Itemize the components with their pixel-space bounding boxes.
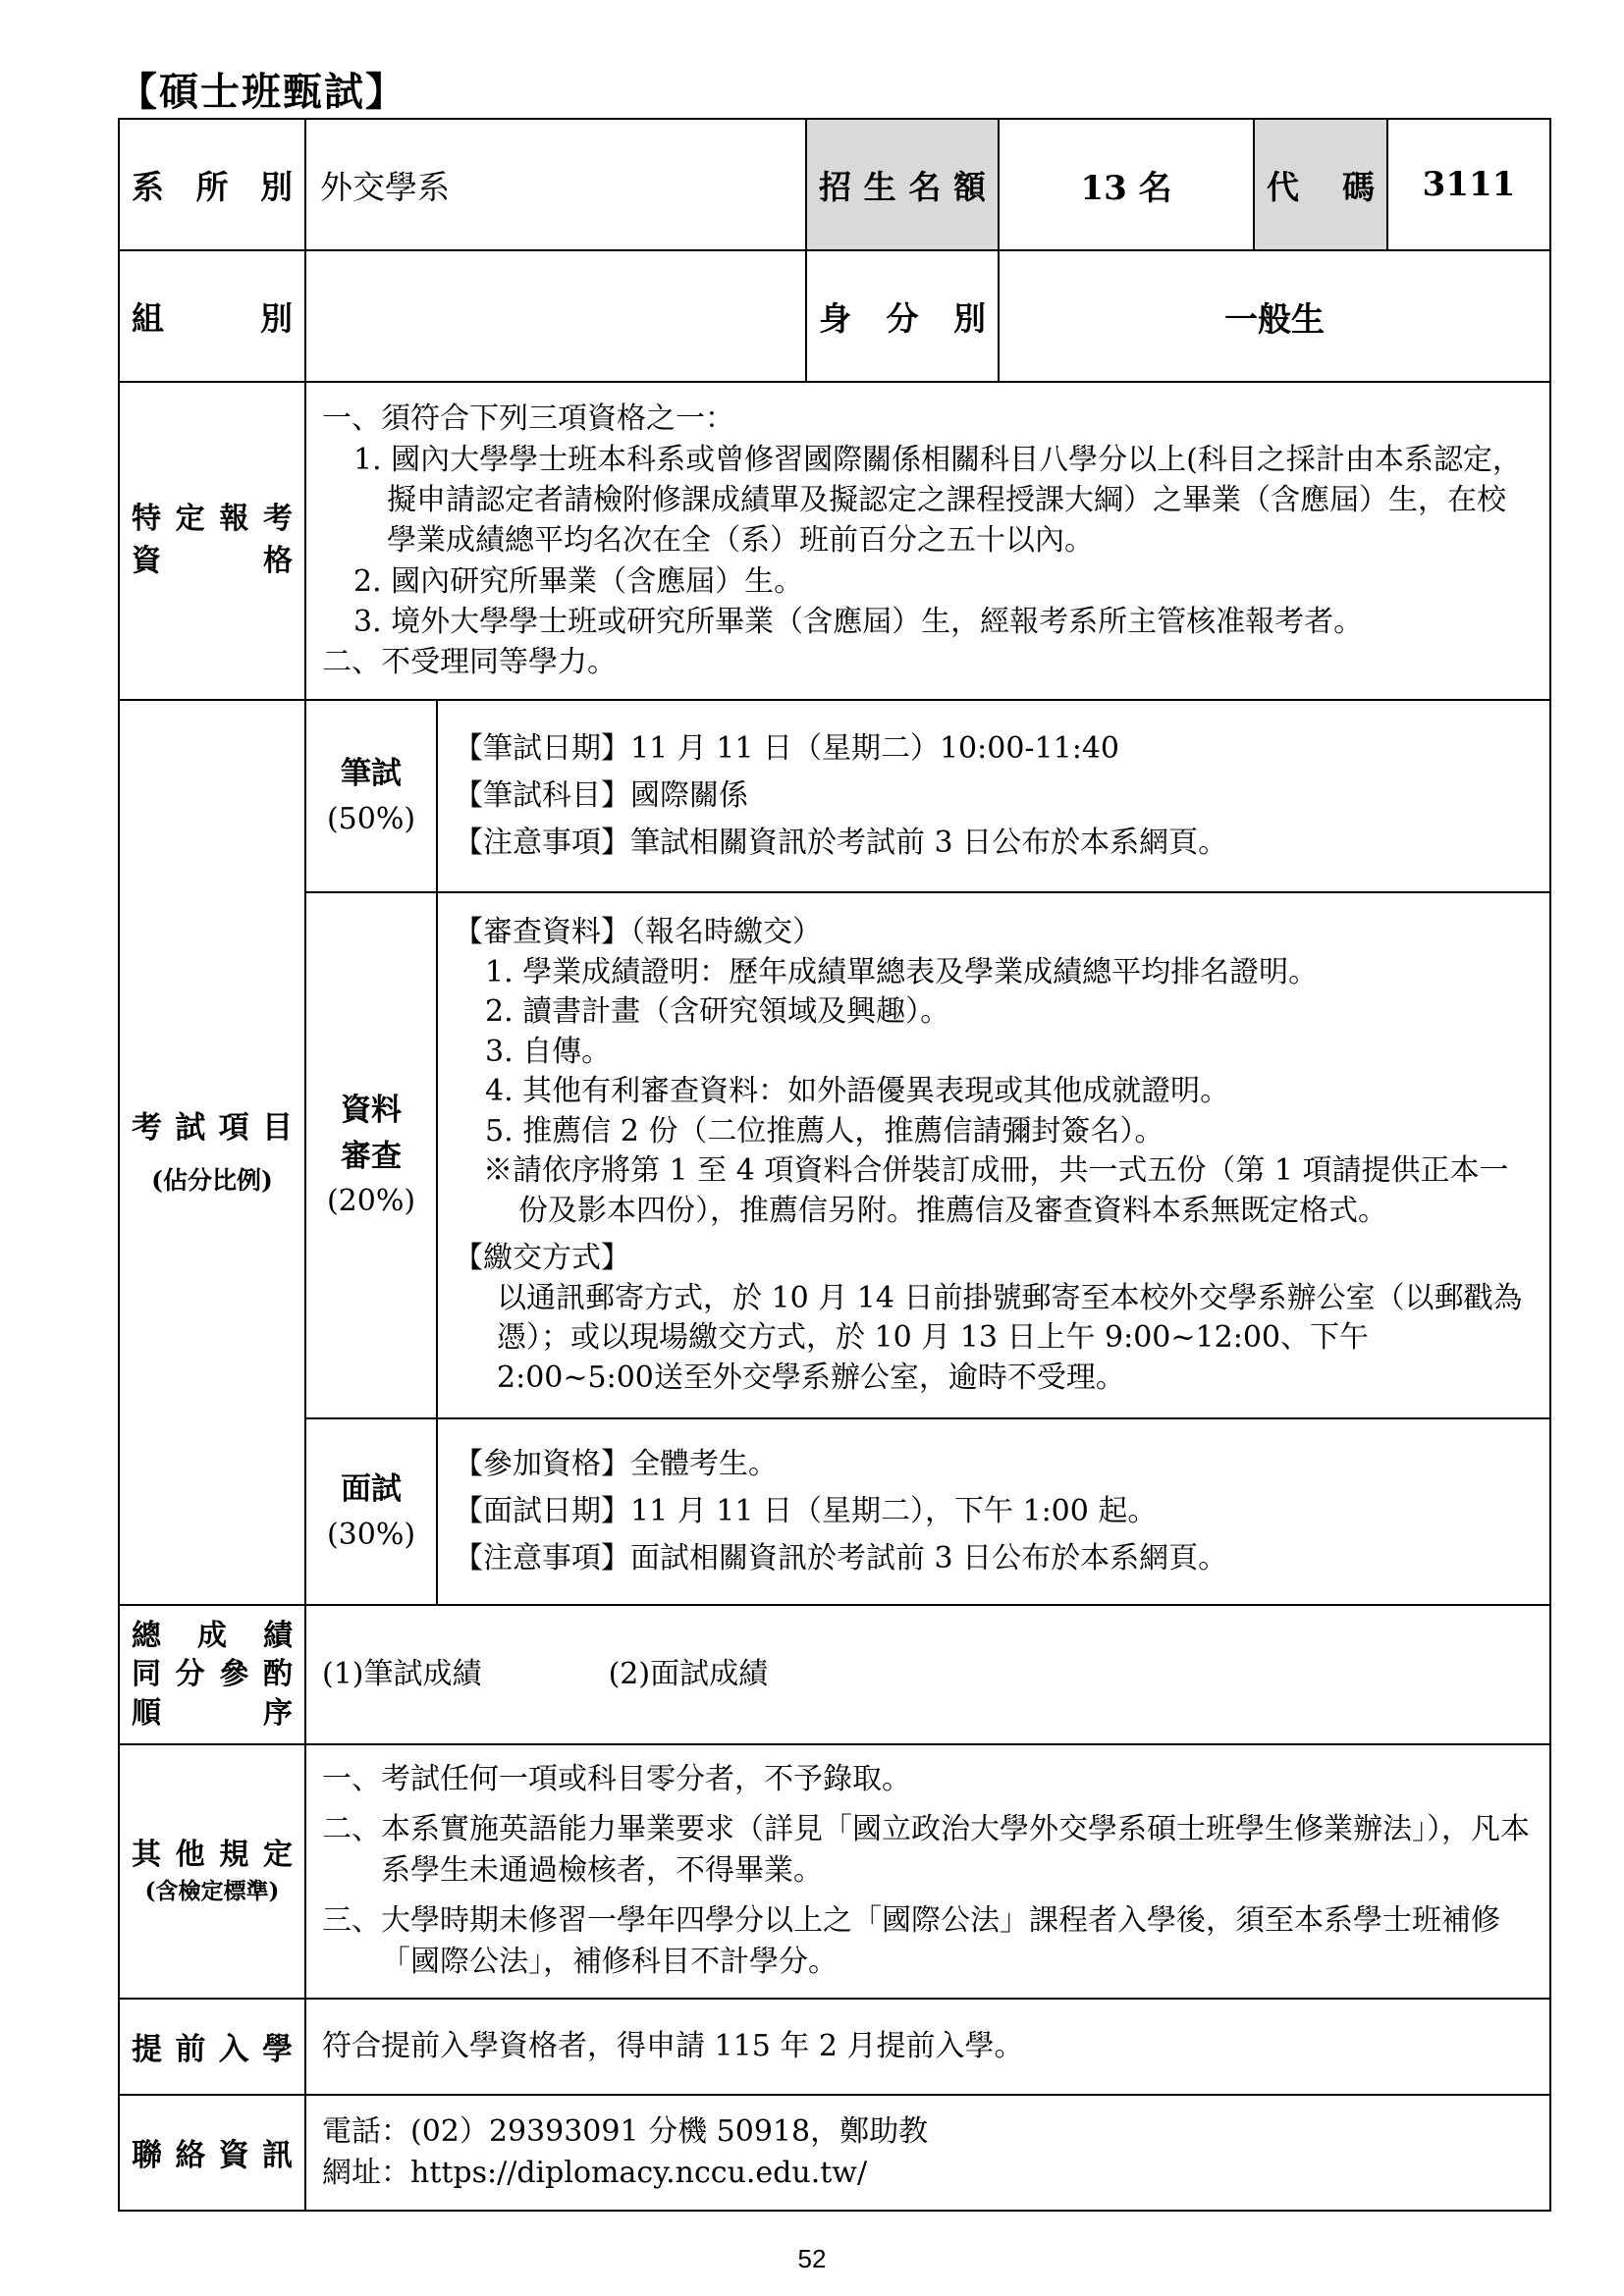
review-item-1: 1. 學業成績證明：歷年成績單總表及學業成績總平均排名證明。	[485, 954, 1319, 989]
early-label: 提前入學	[132, 2032, 293, 2068]
review-content	[437, 892, 1550, 1418]
other-label-line1: 其他規定	[132, 1837, 293, 1872]
review-item-2: 2. 讀書計畫（含研究領域及興趣）。	[485, 994, 950, 1029]
dept-label-cell	[119, 119, 305, 250]
contact-row	[119, 2095, 1550, 2211]
exam-label-line2: (佔分比例)	[151, 1166, 273, 1196]
quota-value: 13 名	[999, 119, 1254, 250]
qualification-content	[305, 382, 1550, 700]
tiebreak-label-line3: 順 序	[132, 1695, 293, 1731]
code-label: 代 碼	[1267, 167, 1375, 206]
review-name-line2: 審查	[341, 1138, 402, 1174]
quota-label: 招生名額	[819, 167, 986, 206]
other-rules-row	[119, 1744, 1550, 1999]
qualification-note: 二、不受理同等學力。	[322, 645, 617, 680]
written-note: 【注意事項】筆試相關資訊於考試前 3 日公布於本系網頁。	[454, 826, 1228, 860]
submit-header: 【繳交方式】	[454, 1241, 630, 1275]
interview-date: 【面試日期】11 月 11 日（星期二），下午 1:00 起。	[454, 1494, 1158, 1528]
contact-website: 網址：https://diplomacy.nccu.edu.tw/	[322, 2155, 868, 2190]
admission-table	[118, 118, 1551, 2212]
written-name-cell	[305, 700, 437, 892]
other-item-1: 一、考試任何一項或科目零分者，不予錄取。	[322, 1762, 911, 1796]
qualification-label-cell	[119, 382, 305, 700]
code-label-cell	[1254, 119, 1387, 250]
qualification-item-2: 2. 國內研究所畢業（含應屆）生。	[353, 563, 804, 599]
early-label-cell	[119, 1999, 305, 2095]
tiebreak-label-cell	[119, 1605, 305, 1744]
early-admission-row	[119, 1999, 1550, 2095]
interview-ratio: (30%)	[326, 1517, 416, 1552]
code-value: 3111	[1387, 119, 1550, 250]
group-value	[305, 250, 806, 382]
qualification-label-line1: 特定報考	[132, 502, 293, 537]
written-content	[437, 700, 1550, 892]
identity-label: 身 分 別	[819, 298, 986, 338]
other-item-3: 三、大學時期未修習一學年四學分以上之「國際公法」課程者入學後，須至本系學士班補修「國際公法」，補修科目不計學分。	[322, 1902, 1500, 1980]
early-text: 符合提前入學資格者，得申請 115 年 2 月提前入學。	[305, 1999, 1550, 2095]
identity-label-cell	[806, 250, 999, 382]
tiebreak-content	[305, 1605, 1550, 1744]
identity-value: 一般生	[999, 250, 1550, 382]
tiebreak-item-2: (2)面試成績	[608, 1657, 769, 1692]
interview-name-cell	[305, 1418, 437, 1605]
interview-name: 面試	[341, 1471, 402, 1508]
review-item-3: 3. 自傳。	[485, 1034, 612, 1069]
dept-label: 系 所 別	[132, 167, 293, 206]
tiebreak-item-1: (1)筆試成績	[322, 1657, 482, 1692]
dept-row	[119, 119, 1550, 250]
written-date: 【筆試日期】11 月 11 日（星期二）10:00-11:40	[454, 731, 1120, 766]
qualification-item-1: 1. 國內大學學士班本科系或曾修習國際關係相關科目八學分以上(科目之採計由本系認定，擬申請認定者請檢附修課成績單及擬認定之課程授課大綱）之畢業（含應屆）生，在校學業成績總平均名次在全（系）班前百分之五十以內。	[353, 442, 1522, 559]
other-label-line2: (含檢定標準)	[144, 1878, 280, 1905]
group-row	[119, 250, 1550, 382]
contact-phone: 電話：(02）29393091 分機 50918，鄭助教	[322, 2113, 929, 2149]
page-number: 52	[797, 2244, 827, 2273]
review-note: ※請依序將第 1 至 4 項資料合併裝訂成冊，共一式五份（第 1 項請提供正本一份及影本四份），推薦信另附。推薦信及審查資料本系無既定格式。	[483, 1153, 1509, 1228]
review-header: 【審查資料】（報名時繳交）	[454, 915, 822, 949]
contact-label-cell	[119, 2095, 305, 2211]
review-name-line1: 資料	[341, 1093, 402, 1128]
interview-row	[119, 1418, 1550, 1605]
exam-label-cell	[119, 700, 305, 1605]
qualification-row	[119, 382, 1550, 700]
page-heading: 【碩士班甄試】	[118, 69, 406, 115]
exam-label-line1: 考試項目	[132, 1110, 293, 1147]
written-exam-row	[119, 700, 1550, 892]
tiebreak-row	[119, 1605, 1550, 1744]
review-item-5: 5. 推薦信 2 份（二位推薦人，推薦信請彌封簽名）。	[485, 1113, 1164, 1148]
interview-eligibility: 【參加資格】全體考生。	[454, 1447, 778, 1481]
interview-content	[437, 1418, 1550, 1605]
group-label-cell	[119, 250, 305, 382]
qualification-item-3: 3. 境外大學學士班或研究所畢業（含應屆）生，經報考系所主管核准報考者。	[353, 605, 1364, 640]
submit-text: 以通訊郵寄方式，於 10 月 14 日前掛號郵寄至本校外交學系辦公室（以郵戳為憑）；或以現場繳交方式，於 10 月 13 日上午 9:00~12:00、下午 2:00~5:00送至外交學系辦公室，逾時不受理。	[497, 1280, 1523, 1395]
other-label-cell	[119, 1744, 305, 1999]
tiebreak-label-line1: 總 成 績	[132, 1618, 293, 1653]
other-item-2: 二、本系實施英語能力畢業要求（詳見「國立政治大學外交學系碩士班學生修業辦法」），凡本系學生未通過檢核者，不得畢業。	[322, 1811, 1530, 1889]
tiebreak-label-line2: 同分參酌	[132, 1657, 293, 1692]
contact-content	[305, 2095, 1550, 2211]
group-label: 組 別	[132, 298, 293, 338]
written-ratio: (50%)	[326, 801, 416, 836]
review-ratio: (20%)	[326, 1184, 416, 1218]
qualification-intro: 一、須符合下列三項資格之一：	[322, 401, 734, 437]
quota-label-cell	[806, 119, 999, 250]
other-content	[305, 1744, 1550, 1999]
written-subject: 【筆試科目】國際關係	[454, 778, 748, 813]
contact-label: 聯絡資訊	[132, 2138, 293, 2174]
review-item-4: 4. 其他有利審查資料：如外語優異表現或其他成就證明。	[485, 1074, 1230, 1108]
qualification-label-line2: 資 格	[132, 544, 293, 578]
interview-note: 【注意事項】面試相關資訊於考試前 3 日公布於本系網頁。	[454, 1541, 1228, 1575]
review-name-cell	[305, 892, 437, 1418]
review-row	[119, 892, 1550, 1418]
written-name: 筆試	[341, 756, 402, 792]
dept-value: 外交學系	[305, 119, 806, 250]
